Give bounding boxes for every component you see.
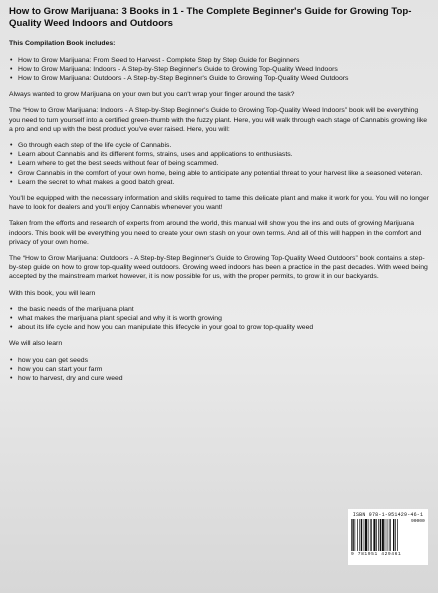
also-list xyxy=(9,356,429,384)
barcode-bar xyxy=(365,519,367,551)
list-item: • what makes the marijuana plant special and why it is worth growing xyxy=(18,314,429,323)
list-item: • how you can start your farm xyxy=(18,365,429,374)
list-item: • Learn about Cannabis and its different forms, strains, uses and applications to enthusiasts. xyxy=(18,150,429,159)
list-item: • Grow Cannabis in the comfort of your own home, being able to anticipate any potential threat to your harvest like a seasoned veteran. xyxy=(18,169,429,178)
compilation-list xyxy=(9,56,429,84)
barcode-bar xyxy=(395,519,396,551)
barcode-bar xyxy=(376,519,377,551)
barcode-bar xyxy=(382,519,384,551)
also-heading: We will also learn xyxy=(9,340,63,348)
efforts-paragraph: Taken from the efforts and research of experts from around the world, this manual will show you the ins and outs of growing Marijuana indoors. This book will be everything you need to create your own stash on your own terms. And all of this will happen in the comfort and privacy of your own home. xyxy=(9,220,422,246)
barcode-bar xyxy=(371,519,372,551)
list-item: • Learn the secret to what makes a good batch great. xyxy=(18,178,429,187)
list-item: • How to Grow Marijuana: Indoors - A Step-by-Step Beginner's Guide to Growing Top-Quality Weed Indoors xyxy=(18,65,429,74)
list-item: • about its life cycle and how you can manipulate this lifecycle in your goal to grow top-quality weed xyxy=(18,323,429,332)
list-item: • Learn where to get the best seeds without fear of being scammed. xyxy=(18,159,429,168)
barcode-bar xyxy=(378,519,379,551)
barcode-bar xyxy=(351,519,352,551)
barcode-bar xyxy=(390,519,391,551)
barcode-bar xyxy=(373,519,375,551)
list-item: • the basic needs of the marijuana plant xyxy=(18,305,429,314)
list-item: • how to harvest, dry and cure weed xyxy=(18,374,429,383)
barcode-bar xyxy=(385,519,386,551)
barcode-bar xyxy=(380,519,381,551)
hook-paragraph: Always wanted to grow Marijuana on your own but you can't wrap your finger around the task? xyxy=(9,91,295,99)
barcode-bar xyxy=(370,519,371,551)
book-title: How to Grow Marijuana: 3 Books in 1 - The Complete Beginner's Guide for Growing Top-Quality Weed Indoors and Outdoors xyxy=(9,6,412,30)
barcode-bar xyxy=(355,519,356,551)
barcode-bar xyxy=(361,519,362,551)
isbn-label: ISBN 978-1-951429-46-1 xyxy=(352,512,424,518)
compilation-heading: This Compilation Book includes: xyxy=(9,40,116,48)
barcode-bars-icon xyxy=(351,519,409,551)
barcode-bar xyxy=(357,519,358,551)
barcode-bar xyxy=(389,519,390,551)
barcode-bar xyxy=(368,519,369,551)
outdoors-intro-paragraph: The “How to Grow Marijuana: Outdoors - A Step-by-Step Beginner's Guide to Growing Top-Quality Weed Outdoors” book contains a step-by-step guide on how to grow top-quality weed outdoors. Growing weed indoors has been a practice in the past decades. With weed being accepted by the mainstream market however, it is now possible for us, with the proper permits, to grow it in our backyards. xyxy=(9,255,428,281)
list-item: • How to Grow Marijuana: From Seed to Harvest - Complete Step by Step Guide for Beginners xyxy=(18,56,429,65)
list-item: • how you can get seeds xyxy=(18,356,429,365)
price-code: 90000 xyxy=(411,519,425,524)
indoors-points-list xyxy=(9,141,429,187)
equipped-paragraph: You'll be equipped with the necessary information and skills required to tame this delicate plant and make it work for you. You will no longer have to look for dealers and you'll enjoy Cannabis whenever you want! xyxy=(9,195,429,212)
indoors-intro-paragraph: The “How to Grow Marijuana: Indoors - A Step-by-Step Beginner's Guide to Growing Top-Quality Weed Indoors” book will be everything you need to turn yourself into a certified green-thumb with the fuzzy plant. Here, you will walk through each stage of Cannabis growing like a pro and end up with the best product you've ever raised. Here, you will: xyxy=(9,107,428,133)
barcode-digits: 9 781951 429461 xyxy=(351,552,402,557)
learn-heading: With this book, you will learn xyxy=(9,289,96,297)
barcode-bar xyxy=(359,519,360,551)
barcode-bar xyxy=(352,519,353,551)
isbn-barcode xyxy=(348,509,428,565)
barcode-bar xyxy=(397,519,398,551)
barcode-bar xyxy=(387,519,388,551)
learn-list xyxy=(9,305,429,333)
barcode-bar xyxy=(364,519,365,551)
barcode-bar xyxy=(393,519,394,551)
barcode-bars-row xyxy=(351,519,425,551)
list-item: • Go through each step of the life cycle of Cannabis. xyxy=(18,141,429,150)
list-item: • How to Grow Marijuana: Outdoors - A Step-by-Step Beginner's Guide to Growing Top-Quality Weed Outdoors xyxy=(18,74,429,83)
